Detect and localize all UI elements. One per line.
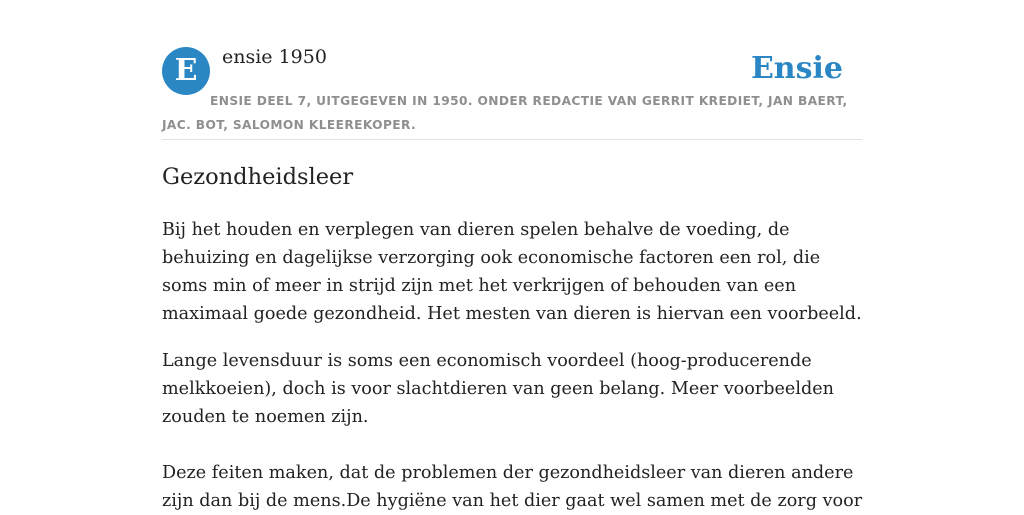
- edition-subtitle: ENSIE DEEL 7, UITGEGEVEN IN 1950. ONDER REDACTIE VAN GERRIT KREDIET, JAN BAERT, JAC. BOT, SALOMON KLEEREKOPER.: [162, 94, 848, 132]
- header-divider: [162, 139, 862, 140]
- logo-letter: E: [174, 53, 198, 88]
- page: [162, 0, 862, 512]
- article-paragraph-1: Bij het houden en verplegen van dieren spelen behalve de voeding, de behuizing en dagelijkse verzorging ook economische factoren een rol, die soms min of meer in strijd zijn met het verkrijgen of behouden van een maximaal goede gezondheid. Het mesten van dieren is hiervan een voorbeeld.: [162, 220, 862, 324]
- logo-icon[interactable]: [162, 47, 210, 95]
- page-title: Gezondheidsleer: [162, 164, 354, 190]
- article-paragraph-2: Lange levensduur is soms een economisch voordeel (hoog-producerende melkkoeien), doch is voor slachtdieren van geen belang. Meer voorbeelden zouden te noemen zijn.: [162, 351, 834, 427]
- site-name-link[interactable]: ensie 1950: [222, 46, 327, 68]
- article-paragraph-3: Deze feiten maken, dat de problemen der gezondheidsleer van dieren andere zijn dan bij de mens.De hygiëne van het dier gaat wel samen met de zorg voor: [162, 463, 863, 511]
- brand-logo-link[interactable]: Ensie: [750, 51, 843, 86]
